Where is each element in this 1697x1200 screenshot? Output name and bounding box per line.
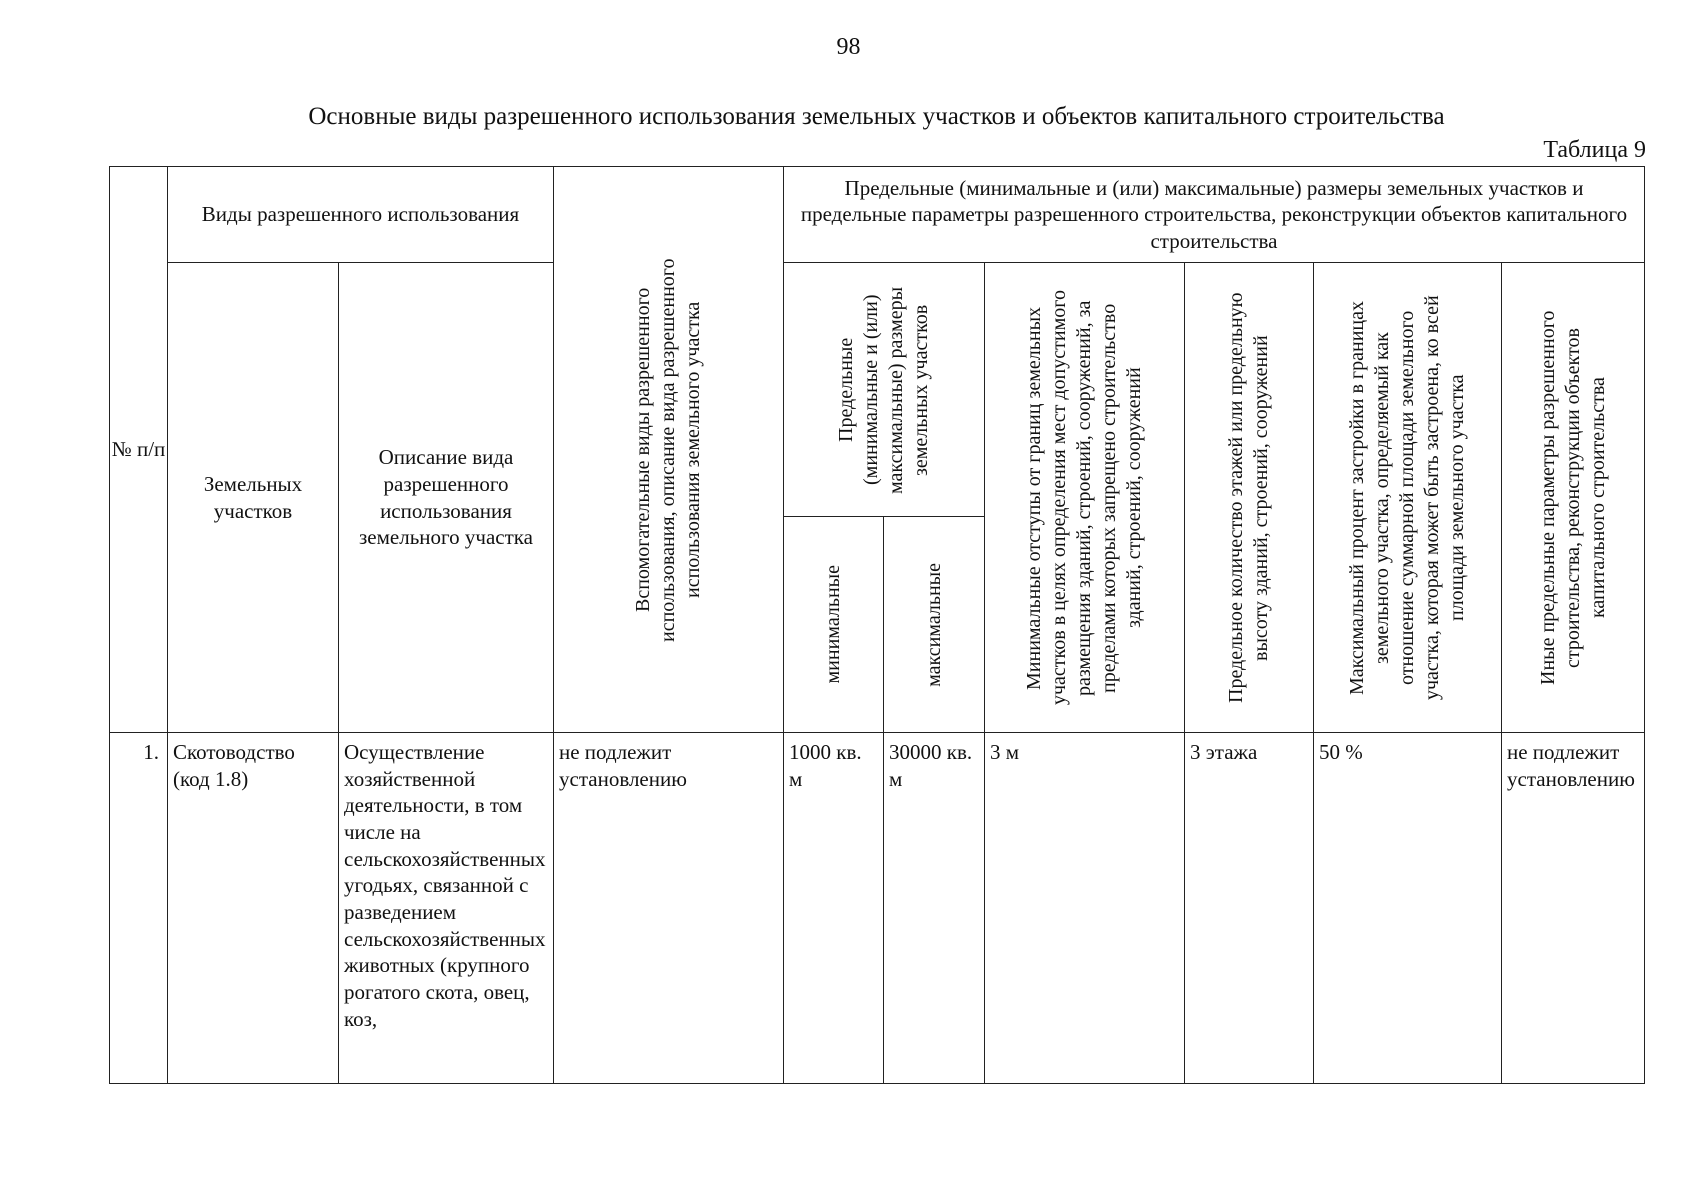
header-max-text: максимальные: [922, 562, 945, 687]
header-other: [1502, 263, 1645, 733]
header-num: № п/п: [110, 167, 168, 733]
header-land: Земельных участков: [168, 263, 339, 733]
cell-description: Осуществление хозяйственной деятельности, в том числе на сельскохозяйственных угодьях, связанной с разведением сельскохозяйственных животных (крупного рогатого скота, овец, коз,: [339, 733, 554, 1084]
cell-floors: 3 этажа: [1185, 733, 1314, 1084]
header-coverage-text: Максимальный процент застройки в границах земельного участка, определяемый как отношение суммарной площади земельного участка, которая может быть застроена, ко всей площади земельного участка: [1346, 295, 1468, 700]
cell-auxiliary: не подлежит установлению: [554, 733, 784, 1084]
land-use-table: [109, 166, 1645, 1084]
header-description: Описание вида разрешенного использования земельного участка: [339, 263, 554, 733]
header-floors: [1185, 263, 1314, 733]
header-coverage: [1314, 263, 1502, 733]
header-min-text: минимальные: [822, 565, 844, 684]
header-limits-group-text: Предельные (минимальные и (или) максимальные) размеры земельных участков и предельные параметры разрешенного строительства, реконструкции объектов капитального строительства: [800, 175, 1628, 253]
header-setbacks: [985, 263, 1185, 733]
header-sizes-text: Предельные (минимальные и (или) максимальные) размеры земельных участков: [835, 286, 932, 494]
cell-max: 30000 кв. м: [884, 733, 985, 1084]
header-min: [784, 517, 884, 733]
header-max: [884, 517, 985, 733]
header-vid-group: Виды разрешенного использования: [168, 167, 554, 263]
cell-other: не подлежит установлению: [1502, 733, 1645, 1084]
cell-min: 1000 кв. м: [784, 733, 884, 1084]
header-sizes: [784, 263, 985, 517]
cell-coverage: 50 %: [1314, 733, 1502, 1084]
document-title: Основные виды разрешенного использования земельных участков и объектов капитального строительства: [308, 103, 1445, 130]
header-setbacks-text: Минимальные отступы от границ земельных участков в целях определения мест допустимого размещения зданий, строений, сооружений, за пределами которых запрещено строительство зданий, строений, сооружений: [1023, 290, 1145, 705]
header-limits-group: [784, 167, 1645, 263]
page-number: 98: [836, 34, 861, 60]
header-auxiliary-text: Вспомогательные виды разрешенного использования, описание вида разрешенного использования земельного участка: [632, 257, 704, 642]
table-label: Таблица 9: [1543, 137, 1646, 163]
table-row: [110, 733, 1645, 1084]
cell-num: 1.: [110, 733, 168, 1084]
header-auxiliary: [554, 167, 784, 733]
header-other-text: Иные предельные параметры разрешенного строительства, реконструкции объектов капитального строительства: [1536, 310, 1609, 685]
cell-setbacks: 3 м: [985, 733, 1185, 1084]
header-floors-text: Предельное количество этажей или предельную высоту зданий, строений, сооружений: [1225, 292, 1272, 703]
cell-land: Скотоводство (код 1.8): [168, 733, 339, 1084]
